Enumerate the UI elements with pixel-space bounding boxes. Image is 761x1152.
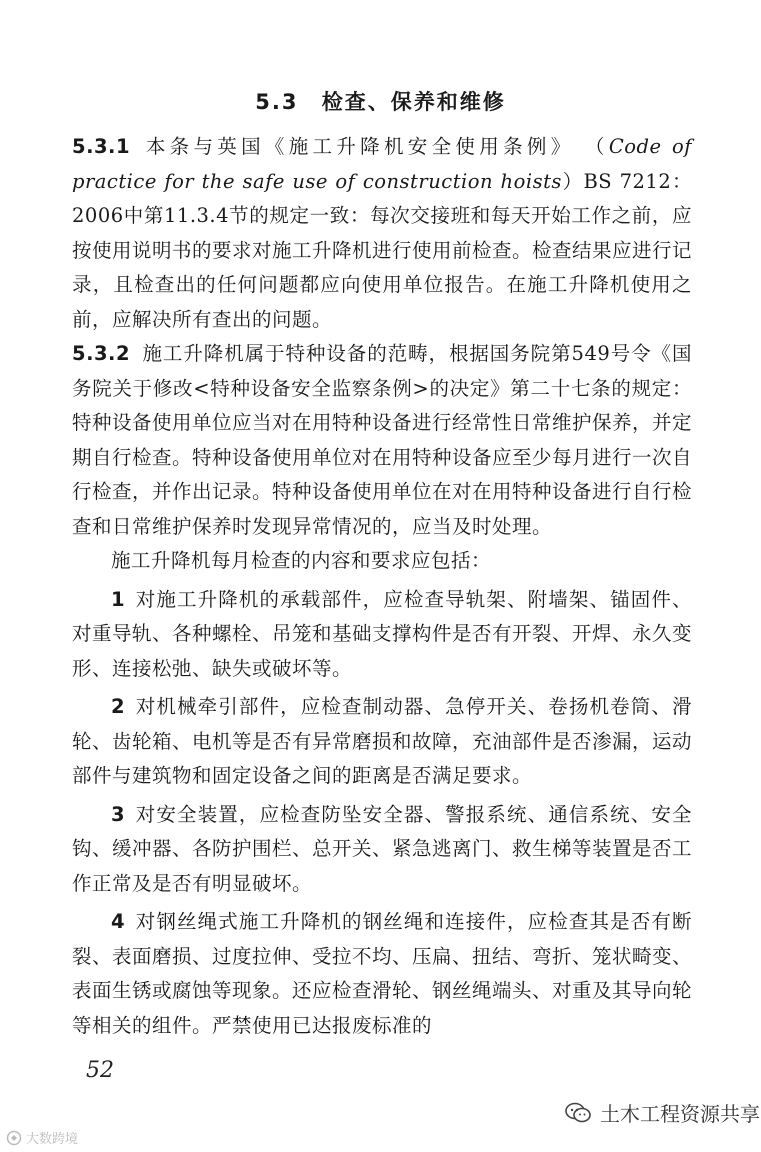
inspection-item [72, 583, 692, 687]
watermark-text: 土木工程资源共享 [600, 1102, 760, 1126]
item-text: 对安全装置，应检查防坠安全器、警报系统、通信系统、安全钩、缓冲器、各防护围栏、总开关、紧急逃离门、救生梯等装置是否工作正常及是否有明显破坏。 [72, 802, 693, 895]
corner-watermark-text: 大数跨境 [26, 1132, 79, 1147]
inspection-intro: 施工升降机每月检查的内容和要求应包括： [111, 549, 492, 572]
corner-watermark [6, 1128, 78, 1147]
body-text [72, 130, 692, 1043]
item-text: 对施工升降机的承载部件，应检查导轨架、附墙架、锚固件、对重导轨、各种螺栓、吊笼和基础支撑构件是否有开裂、开焊、永久变形、连接松弛、缺失或破坏等。 [72, 587, 693, 680]
item-number: 3 [111, 802, 126, 826]
item-number: 1 [111, 587, 126, 611]
section-heading: 检查、保养和维修 [321, 90, 506, 114]
logo-icon [6, 1130, 22, 1146]
clause-5-3-2 [72, 337, 692, 544]
clause-number: 5.3.2 [72, 342, 131, 365]
section-title [0, 86, 761, 116]
page-number: 52 [86, 1058, 114, 1083]
clause-text: 本条与英国《施工升降机安全使用条例》 （ [142, 135, 609, 158]
clause-text-continued: ）BS 7212：2006中第11.3.4节的规定一致：每次交接班和每天开始工作之前，应按使用说明书的要求对施工升降机进行使用前检查。检查结果应进行记录，且检查出的任何问题都应向使用单位报告。在施工升降机使用之前，应解决所有查出的问题。 [72, 169, 693, 331]
inspection-item [72, 690, 692, 794]
watermark [564, 1098, 760, 1127]
inspection-item [72, 905, 692, 1043]
item-number: 2 [111, 695, 126, 718]
clause-5-3-1 [72, 130, 692, 337]
clause-english-title: Code of practice for the safe use of construction hoists [72, 135, 692, 193]
clause-text: 施工升降机属于特种设备的范畴，根据国务院第549号令《国务院关于修改<特种设备安全监察条例>的决定》第二十七条的规定：特种设备使用单位应当对在用特种设备进行经常性日常维护保养，并定期自行检查。特种设备使用单位对在用特种设备应至少每月进行一次自行检查，并作出记录。特种设备使用单位在对在用特种设备进行自行检查和日常维护保养时发现异常情况的，应当及时处理。 [72, 342, 693, 538]
wechat-icon [564, 1101, 592, 1125]
item-number: 4 [111, 910, 126, 933]
item-text: 对机械牵引部件，应检查制动器、急停开关、卷扬机卷筒、滑轮、齿轮箱、电机等是否有异常磨损和故障，充油部件是否渗漏，运动部件与建筑物和固定设备之间的距离是否满足要求。 [72, 695, 693, 787]
section-number: 5.3 [255, 90, 299, 114]
item-text: 对钢丝绳式施工升降机的钢丝绳和连接件，应检查其是否有断裂、表面磨损、过度拉伸、受拉不均、压扁、扭结、弯折、笼状畸变、表面生锈或腐蚀等现象。还应检查滑轮、钢丝绳端头、对重及其导向轮等相关的组件。严禁使用已达报废标准的 [72, 910, 693, 1037]
inspection-item [72, 798, 692, 902]
clause-number: 5.3.1 [72, 135, 131, 158]
